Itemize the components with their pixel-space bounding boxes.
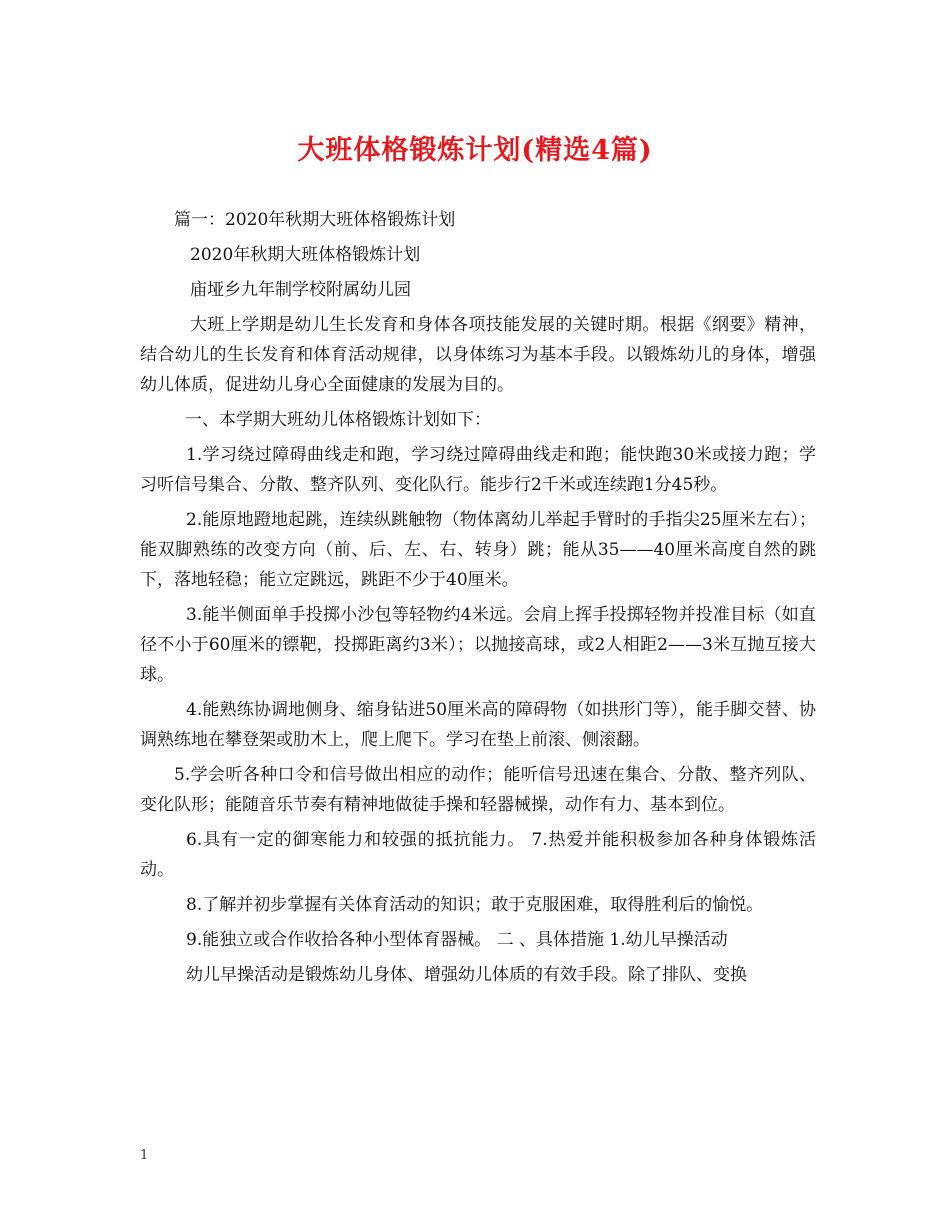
paragraph-item-3: 3.能半侧面单手投掷小沙包等轻物约4米远。会肩上挥手投掷轻物并投准目标（如直径不小于60厘米的镖靶，投掷距离约3米）；以抛接高球，或2人相距2——3米互抛互接大球。 (140, 605, 816, 685)
document-body (140, 205, 816, 995)
paragraph-item-9: 9.能独立或合作收拾各种小型体育器械。 二 、具体措施 1.幼儿早操活动 (186, 930, 728, 950)
paragraph-subtitle: 2020年秋期大班体格锻炼计划 (190, 245, 421, 265)
page-number: 1 (140, 1148, 149, 1163)
paragraph-item-5: 5.学会听各种口令和信号做出相应的动作；能听信号迅速在集合、分散、整齐列队、变化队形；能随音乐节奏有精神地做徒手操和轻器械操，动作有力、基本到位。 (140, 765, 816, 815)
paragraph-item-6-7: 6.具有一定的御寒能力和较强的抵抗能力。 7.热爱并能积极参加各种身体锻炼活动。 (140, 830, 816, 880)
paragraph-intro: 大班上学期是幼儿生长发育和身体各项技能发展的关键时期。根据《纲要》精神，结合幼儿的生长发育和体育活动规律，以身体练习为基本手段。以锻炼幼儿的身体，增强幼儿体质，促进幼儿身心全面健康的发展为目的。 (140, 315, 816, 395)
paragraph-section-heading: 篇一：2020年秋期大班体格锻炼计划 (174, 210, 456, 230)
paragraph-school-name: 庙垭乡九年制学校附属幼儿园 (190, 280, 411, 300)
paragraph-plan-heading: 一、本学期大班幼儿体格锻炼计划如下： (185, 410, 491, 430)
paragraph-item-8: 8.了解并初步掌握有关体育活动的知识；敢于克服困难，取得胜利后的愉悦。 (186, 895, 764, 915)
paragraph-item-2: 2.能原地蹬地起跳，连续纵跳触物（物体离幼儿举起手臂时的手指尖25厘米左右）；能双脚熟练的改变方向（前、后、左、右、转身）跳；能从35——40厘米高度自然的跳下，落地轻稳；能立定跳远，跳距不少于40厘米。 (140, 510, 816, 590)
paragraph-item-1: 1.学习绕过障碍曲线走和跑，学习绕过障碍曲线走和跑；能快跑30米或接力跑；学习听信号集合、分散、整齐队列、变化队行。能步行2千米或连续跑1分45秒。 (140, 445, 816, 495)
paragraph-item-4: 4.能熟练协调地侧身、缩身钻进50厘米高的障碍物（如拱形门等），能手脚交替、协调熟练地在攀登架或肋木上，爬上爬下。学习在垫上前滚、侧滚翻。 (140, 700, 816, 750)
paragraph-morning-exercise: 幼儿早操活动是锻炼幼儿身体、增强幼儿体质的有效手段。除了排队、变换 (186, 965, 747, 985)
document-title: 大班体格锻炼计划(精选4篇) (297, 135, 653, 166)
